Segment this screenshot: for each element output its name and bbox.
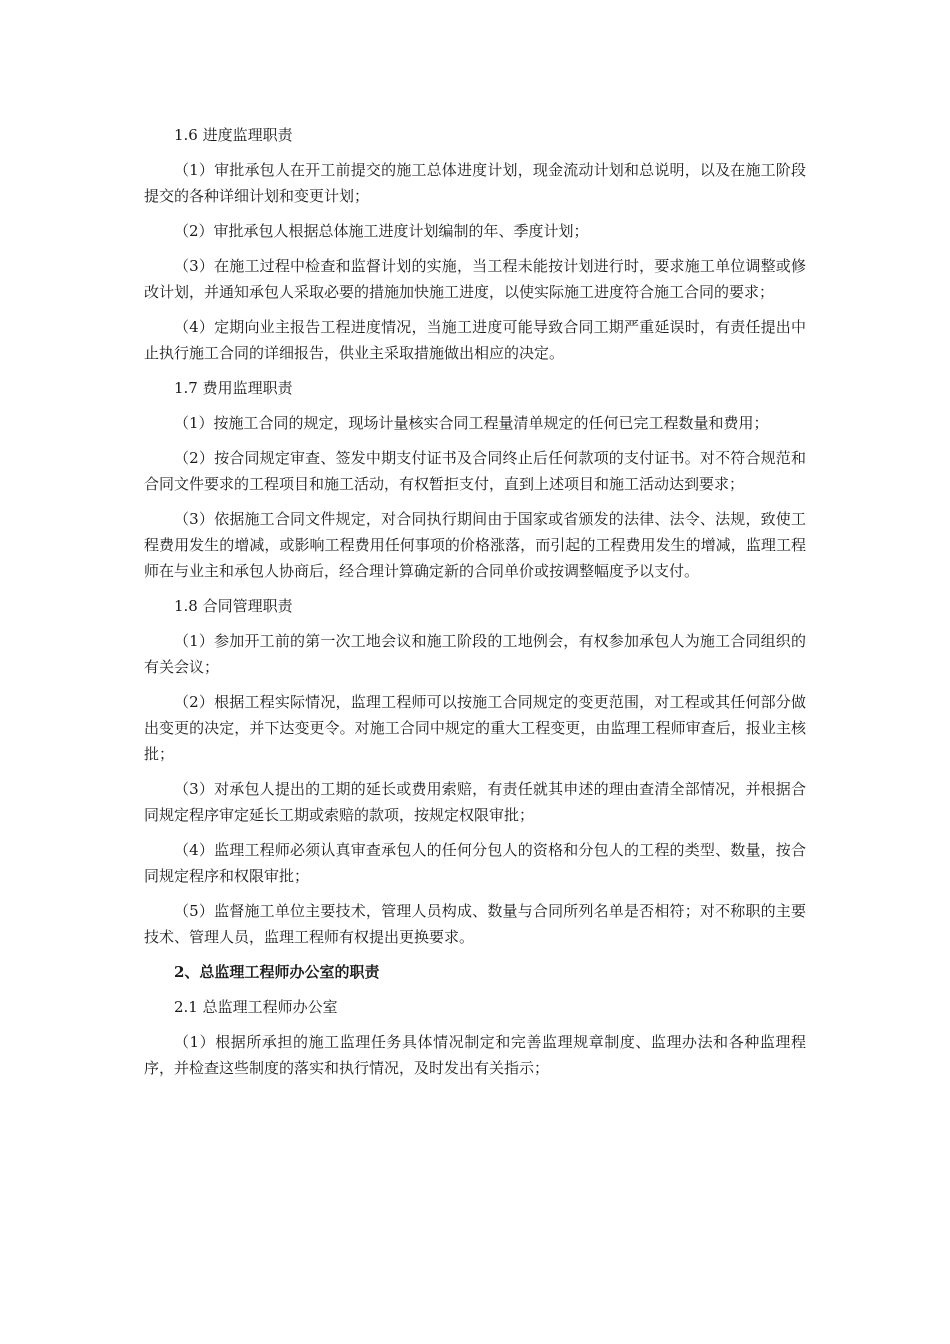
paragraph: （1）根据所承担的施工监理任务具体情况制定和完善监理规章制度、监理办法和各种监理程序，并检查这些制度的落实和执行情况，及时发出有关指示； [144,1033,806,1077]
section-title-1-6: 1.6 进度监理职责 [174,126,293,144]
paragraph: （2）按合同规定审查、签发中期支付证书及合同终止后任何款项的支付证书。对不符合规范和合同文件要求的工程项目和施工活动，有权暂拒支付，直到上述项目和施工活动达到要求； [144,449,806,493]
paragraph: （3）对承包人提出的工期的延长或费用索赔，有责任就其申述的理由查清全部情况，并根据合同规定程序审定延长工期或索赔的款项，按规定权限审批； [144,780,806,824]
paragraph: （3）依据施工合同文件规定，对合同执行期间由于国家或省颁发的法律、法令、法规，致使工程费用发生的增减，或影响工程费用任何事项的价格涨落，而引起的工程费用发生的增减，监理工程师在与业主和承包人协商后，经合理计算确定新的合同单价或按调整幅度予以支付。 [144,510,806,580]
paragraph: （3）在施工过程中检查和监督计划的实施，当工程未能按计划进行时，要求施工单位调整或修改计划，并通知承包人采取必要的措施加快施工进度，以使实际施工进度符合施工合同的要求； [144,257,806,301]
paragraph: （2）审批承包人根据总体施工进度计划编制的年、季度计划； [174,222,589,240]
section-title-1-8: 1.8 合同管理职责 [174,597,293,615]
document-page [144,122,806,1090]
section-title-2-1: 2.1 总监理工程师办公室 [174,998,338,1016]
paragraph: （2）根据工程实际情况，监理工程师可以按施工合同规定的变更范围，对工程或其任何部分做出变更的决定，并下达变更令。对施工合同中规定的重大工程变更，由监理工程师审查后，报业主核批； [144,693,806,763]
paragraph: （4）定期向业主报告工程进度情况，当施工进度可能导致合同工期严重延误时，有责任提出中止执行施工合同的详细报告，供业主采取措施做出相应的决定。 [144,318,806,362]
section-title-1-7: 1.7 费用监理职责 [174,379,293,397]
section-heading-2: 2、总监理工程师办公室的职责 [174,963,380,981]
paragraph: （1）参加开工前的第一次工地会议和施工阶段的工地例会，有权参加承包人为施工合同组织的有关会议； [144,632,806,676]
paragraph: （4）监理工程师必须认真审查承包人的任何分包人的资格和分包人的工程的类型、数量，按合同规定程序和权限审批； [144,841,806,885]
paragraph: （1）审批承包人在开工前提交的施工总体进度计划，现金流动计划和总说明，以及在施工阶段提交的各种详细计划和变更计划； [144,161,806,205]
paragraph: （5）监督施工单位主要技术，管理人员构成、数量与合同所列名单是否相符；对不称职的主要技术、管理人员，监理工程师有权提出更换要求。 [144,902,806,946]
paragraph: （1）按施工合同的规定，现场计量核实合同工程量清单规定的任何已完工程数量和费用； [174,414,769,432]
